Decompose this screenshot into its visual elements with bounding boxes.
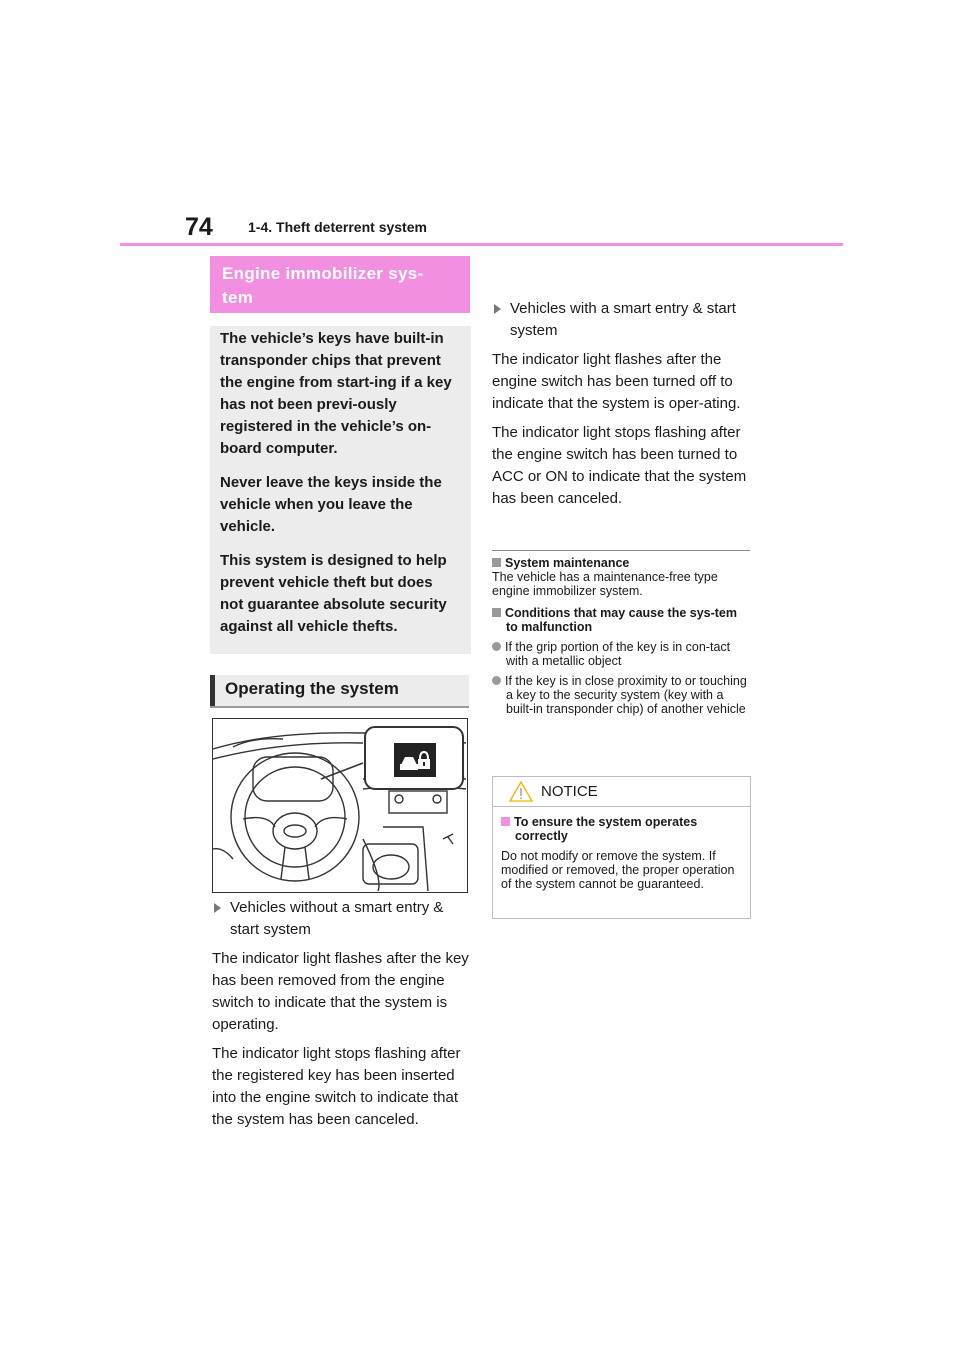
notice-body: To ensure the system operates correctly Do not modify or remove the system. If modified or removed, the proper operation of the system cannot be guaranteed. xyxy=(501,815,735,891)
square-bullet-icon xyxy=(492,558,501,567)
right-column-text xyxy=(492,253,750,517)
arrow-bullet-icon xyxy=(214,903,221,913)
body-paragraph: The indicator light flashes after the key has been removed from the engine switch to indicate that the system is operating. xyxy=(212,950,469,1033)
square-bullet-icon xyxy=(492,608,501,617)
dot-bullet-icon xyxy=(492,676,501,685)
conditions-heading: Conditions that may cause the sys-tem to malfunction xyxy=(492,606,750,634)
notice-title: NOTICE xyxy=(493,777,750,807)
immobilizer-title: Engine immobilizer sys- tem xyxy=(222,264,424,307)
immobilizer-title-box xyxy=(210,256,470,313)
immobilizer-paragraph: This system is designed to help prevent vehicle theft but does not guarantee absolute security against all vehicle thefts. xyxy=(220,552,447,635)
warning-triangle-icon xyxy=(509,781,533,802)
immobilizer-paragraph: Never leave the keys inside the vehicle when you leave the vehicle. xyxy=(220,474,442,535)
left-column-text xyxy=(212,897,470,1138)
list-item: Vehicles without a smart entry & start system xyxy=(212,897,470,941)
body-paragraph: The indicator light flashes after the engine switch has been turned off to indicate that the system is oper-ating. xyxy=(492,351,741,412)
operating-title-box xyxy=(210,675,469,706)
dashboard-illustration xyxy=(212,718,468,893)
section-header: 1-4. Theft deterrent system xyxy=(248,219,427,235)
list-item: If the grip portion of the key is in con-tact with a metallic object xyxy=(492,640,750,668)
page-number: 74 xyxy=(185,213,213,241)
body-paragraph: The indicator light stops flashing after the engine switch has been turned to ACC or ON to indicate that the system has been canceled. xyxy=(492,424,747,507)
immobilizer-description-box xyxy=(210,326,471,654)
body-paragraph: The indicator light stops flashing after the registered key has been inserted into the engine switch to indicate that the system has been canceled. xyxy=(212,1045,461,1128)
list-item: Vehicles with a smart entry & start system xyxy=(492,298,750,342)
note-rule xyxy=(492,550,750,551)
dot-bullet-icon xyxy=(492,642,501,651)
square-bullet-icon xyxy=(501,817,510,826)
maintenance-note: System maintenance The vehicle has a maintenance-free type engine immobilizer system. Conditions that may cause the sys-tem to malfunction If the grip portion of the key is in con-tact with a metallic object If the key is in close proximity to or touching a key to the security system (key with a built-in transponder chip) of another vehicle xyxy=(492,556,750,716)
header-rule xyxy=(120,243,843,246)
arrow-bullet-icon xyxy=(494,304,501,314)
immobilizer-paragraph: The vehicle’s keys have built-in transponder chips that prevent the engine from start-ing if a key has not been previ-ously registered in the vehicle’s on-board computer. xyxy=(220,330,452,457)
dashboard-drawing xyxy=(213,719,466,891)
operating-title: Operating the system xyxy=(225,679,399,698)
operating-rule xyxy=(210,706,469,708)
list-item: If the key is in close proximity to or touching a key to the security system (key with a built-in transponder chip) of another vehicle xyxy=(492,674,750,716)
notice-box xyxy=(492,776,751,919)
